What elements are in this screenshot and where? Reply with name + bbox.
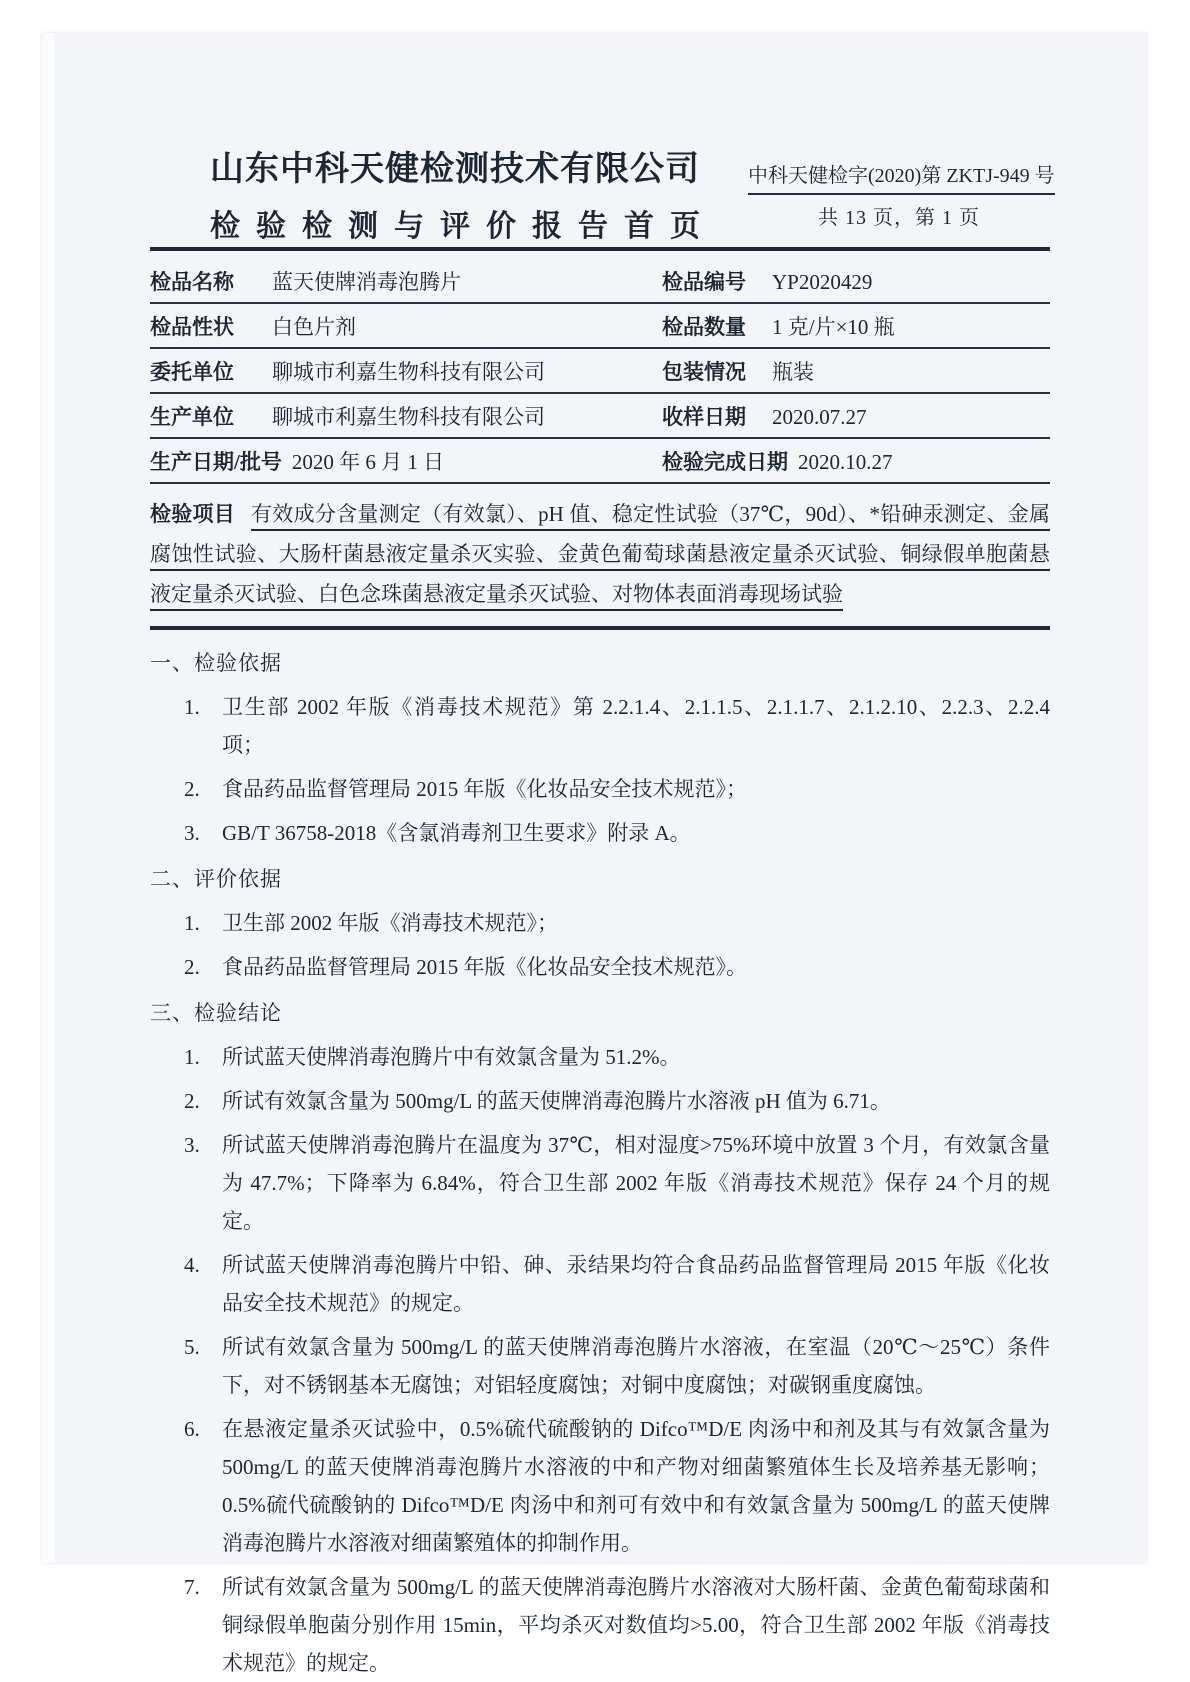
company-name: 山东中科天健检测技术有限公司 bbox=[210, 151, 700, 188]
item-number: 6. bbox=[184, 1417, 200, 1441]
item-text: 所试蓝天使牌消毒泡腾片中有效氯含量为 51.2%。 bbox=[222, 1045, 681, 1069]
section-evaluation-basis bbox=[150, 860, 1050, 986]
row-label: 检验项目 bbox=[150, 502, 236, 526]
table-bottom-rule bbox=[150, 626, 1050, 630]
item-number: 1. bbox=[184, 1045, 200, 1069]
test-items-row bbox=[150, 484, 1050, 626]
item-number: 7. bbox=[184, 1575, 200, 1599]
table-row bbox=[150, 349, 1050, 394]
section-inspection-basis bbox=[150, 644, 1050, 852]
row-value: 2020 年 6 月 1 日 bbox=[291, 450, 445, 474]
row-label: 检验完成日期 bbox=[662, 450, 788, 474]
row-label: 生产日期/批号 bbox=[150, 450, 282, 474]
item-number: 4. bbox=[184, 1253, 200, 1277]
report-title: 检验检测与评价报告首页 bbox=[210, 210, 716, 243]
table-row bbox=[150, 394, 1050, 439]
item-number: 2. bbox=[184, 1089, 200, 1113]
table-row bbox=[150, 304, 1050, 349]
row-value: 瓶装 bbox=[772, 360, 814, 384]
page-count: 共 13 页，第 1 页 bbox=[818, 207, 980, 229]
row-value: 1 克/片×10 瓶 bbox=[772, 315, 895, 339]
list-item bbox=[150, 1038, 1050, 1076]
row-label: 检品数量 bbox=[662, 315, 746, 339]
item-text: 所试有效氯含量为 500mg/L 的蓝天使牌消毒泡腾片水溶液，在室温（20℃～25℃）条件下，对不锈钢基本无腐蚀；对铝轻度腐蚀；对铜中度腐蚀；对碳钢重度腐蚀。 bbox=[222, 1335, 1050, 1397]
item-number: 1. bbox=[184, 911, 200, 935]
table-cell bbox=[150, 401, 662, 431]
list-item bbox=[150, 770, 1050, 808]
item-text: 食品药品监督管理局 2015 年版《化妆品安全技术规范》； bbox=[222, 777, 747, 801]
table-cell bbox=[150, 446, 662, 476]
list-item bbox=[150, 1568, 1050, 1682]
item-text: 所试蓝天使牌消毒泡腾片在温度为 37℃，相对湿度>75%环境中放置 3 个月，有效氯含量为 47.7%；下降率为 6.84%，符合卫生部 2002 年版《消毒技术规范》保存 24 个月的规定。 bbox=[222, 1133, 1050, 1233]
row-label: 包装情况 bbox=[662, 360, 746, 384]
item-text: 在悬液定量杀灭试验中，0.5%硫代硫酸钠的 Difco™D/E 肉汤中和剂及其与有效氯含量为 500mg/L 的蓝天使牌消毒泡腾片水溶液的中和产物对细菌繁殖体生长及培养基无影响；0.5%硫代硫酸钠的 Difco™D/E 肉汤中和剂可有效中和有效氯含量为 500mg/L 的蓝天使牌消毒泡腾片水溶液对细菌繁殖体的抑制作用。 bbox=[222, 1417, 1050, 1555]
row-label: 收样日期 bbox=[662, 405, 746, 429]
item-text: 所试蓝天使牌消毒泡腾片中铅、砷、汞结果均符合食品药品监督管理局 2015 年版《化妆品安全技术规范》的规定。 bbox=[222, 1253, 1050, 1315]
table-cell bbox=[662, 311, 1050, 341]
item-text: 食品药品监督管理局 2015 年版《化妆品安全技术规范》。 bbox=[222, 955, 747, 979]
table-cell bbox=[662, 266, 1050, 296]
item-text: 卫生部 2002 年版《消毒技术规范》； bbox=[222, 911, 558, 935]
table-cell bbox=[150, 266, 662, 296]
section-heading: 二、评价依据 bbox=[150, 867, 282, 891]
report-sections bbox=[150, 644, 1050, 1682]
item-text: 所试有效氯含量为 500mg/L 的蓝天使牌消毒泡腾片水溶液对大肠杆菌、金黄色葡萄球菌和铜绿假单胞菌分别作用 15min，平均杀灭对数值均>5.00，符合卫生部 2002 年版《消毒技术规范》的规定。 bbox=[222, 1575, 1050, 1675]
item-number: 2. bbox=[184, 777, 200, 801]
report-content bbox=[150, 33, 1055, 1682]
list-item bbox=[150, 1246, 1050, 1322]
row-label: 检品名称 bbox=[150, 270, 234, 294]
row-value: 2020.10.27 bbox=[798, 450, 893, 474]
item-text: 卫生部 2002 年版《消毒技术规范》第 2.2.1.4、2.1.1.5、2.1.1.7、2.1.2.10、2.2.3、2.2.4 项； bbox=[222, 695, 1050, 757]
table-cell bbox=[150, 311, 662, 341]
row-value: YP2020429 bbox=[772, 270, 873, 294]
section-conclusions bbox=[150, 994, 1050, 1682]
test-items-text: 有效成分含量测定（有效氯）、pH 值、稳定性试验（37℃，90d）、*铅砷汞测定、金属腐蚀性试验、大肠杆菌悬液定量杀灭实验、金黄色葡萄球菌悬液定量杀灭试验、铜绿假单胞菌悬液定量杀灭试验、白色念珠菌悬液定量杀灭试验、对物体表面消毒现场试验 bbox=[150, 502, 1051, 606]
row-value: 2020.07.27 bbox=[772, 405, 867, 429]
row-value: 聊城市利嘉生物科技有限公司 bbox=[272, 360, 545, 384]
row-label: 生产单位 bbox=[150, 405, 234, 429]
list-item bbox=[150, 688, 1050, 764]
item-text: GB/T 36758-2018《含氯消毒剂卫生要求》附录 A。 bbox=[222, 821, 691, 845]
item-number: 5. bbox=[184, 1335, 200, 1359]
list-item bbox=[150, 948, 1050, 986]
item-number: 3. bbox=[184, 1133, 200, 1157]
row-value: 聊城市利嘉生物科技有限公司 bbox=[272, 405, 545, 429]
doc-number: 中科天健检字(2020)第 ZKTJ-949 号 bbox=[748, 159, 1055, 195]
list-item bbox=[150, 814, 1050, 852]
item-number: 3. bbox=[184, 821, 200, 845]
item-number: 2. bbox=[184, 955, 200, 979]
table-cell bbox=[150, 356, 662, 386]
row-value: 蓝天使牌消毒泡腾片 bbox=[272, 270, 461, 294]
table-cell bbox=[662, 401, 1050, 431]
sample-info-table bbox=[150, 251, 1050, 626]
section-heading: 一、检验依据 bbox=[150, 651, 282, 675]
report-page bbox=[42, 33, 1147, 1675]
section-heading: 三、检验结论 bbox=[150, 1001, 282, 1025]
item-text: 所试有效氯含量为 500mg/L 的蓝天使牌消毒泡腾片水溶液 pH 值为 6.71。 bbox=[222, 1089, 891, 1113]
list-item bbox=[150, 1082, 1050, 1120]
row-label: 检品编号 bbox=[662, 270, 746, 294]
table-row bbox=[150, 251, 1050, 304]
list-item bbox=[150, 1328, 1050, 1404]
list-item bbox=[150, 1410, 1050, 1562]
table-cell bbox=[662, 446, 1050, 476]
report-header bbox=[150, 33, 1055, 247]
list-item bbox=[150, 1126, 1050, 1240]
table-cell bbox=[662, 356, 1050, 386]
row-label: 检品性状 bbox=[150, 315, 234, 339]
item-number: 1. bbox=[184, 695, 200, 719]
list-item bbox=[150, 904, 1050, 942]
row-value: 白色片剂 bbox=[272, 315, 356, 339]
table-row bbox=[150, 439, 1050, 484]
row-label: 委托单位 bbox=[150, 360, 234, 384]
